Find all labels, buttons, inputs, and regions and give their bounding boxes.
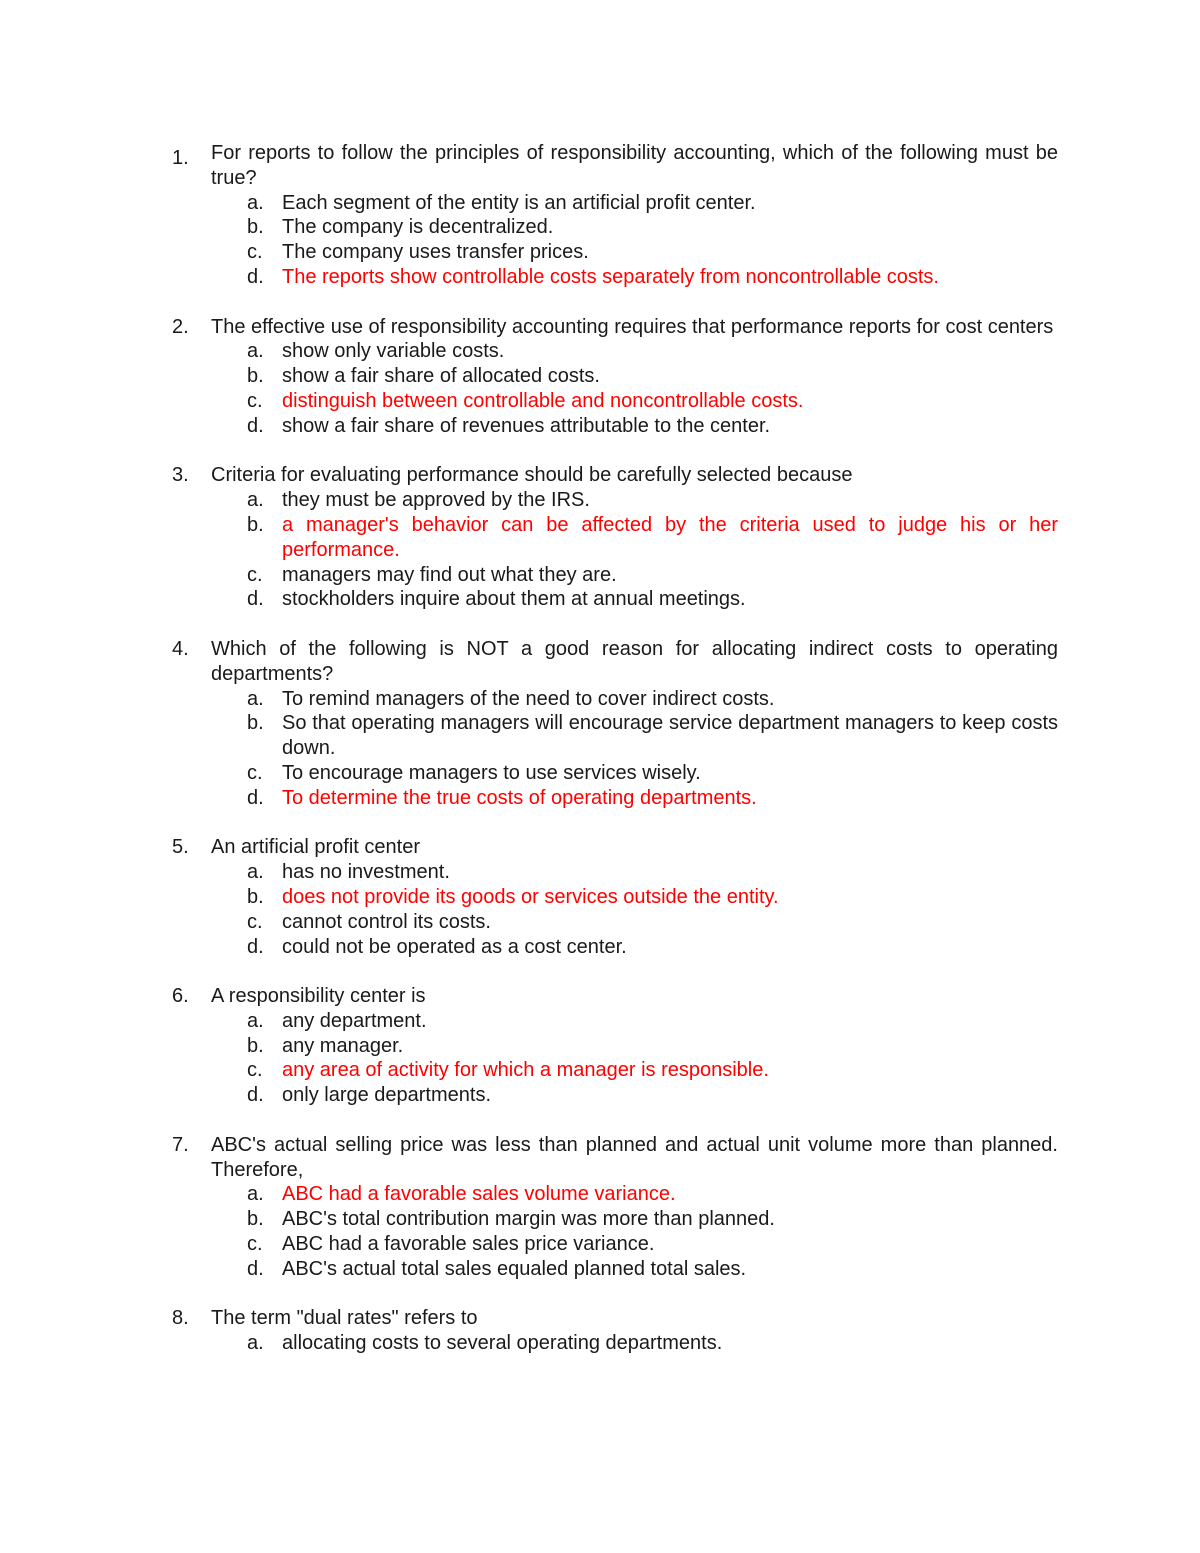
option-text: The company is decentralized. — [282, 216, 554, 239]
option-text: any manager. — [282, 1034, 404, 1057]
question-item — [172, 141, 1058, 290]
option-letter: d. — [247, 935, 264, 958]
option-letter: b. — [247, 216, 264, 239]
option-text: any department. — [282, 1009, 427, 1032]
answer-options — [211, 1182, 1058, 1281]
question-number: 6. — [172, 985, 189, 1008]
answer-option — [211, 191, 1058, 216]
question-item — [172, 1133, 1058, 1282]
option-text: has no investment. — [282, 861, 450, 884]
option-text: cannot control its costs. — [282, 910, 491, 933]
option-letter: a. — [247, 191, 264, 214]
question-number: 5. — [172, 836, 189, 859]
option-letter: a. — [247, 1009, 264, 1032]
option-text: show a fair share of revenues attributable to the center. — [282, 414, 771, 437]
option-letter: b. — [247, 885, 264, 908]
answer-option-correct — [211, 1058, 1058, 1083]
option-letter: a. — [247, 340, 264, 363]
question-number: 3. — [172, 464, 189, 487]
answer-option-correct — [211, 885, 1058, 910]
answer-option — [211, 711, 1058, 761]
answer-option — [211, 563, 1058, 588]
option-letter: c. — [247, 241, 263, 264]
option-letter: b. — [247, 1208, 264, 1231]
option-letter: a. — [247, 489, 264, 512]
correct-answer-text: distinguish between controllable and noncontrollable costs. — [282, 389, 804, 412]
answer-option — [211, 1083, 1058, 1108]
answer-option — [211, 339, 1058, 364]
answer-options — [211, 1331, 1058, 1356]
answer-options — [211, 687, 1058, 811]
answer-option-correct — [211, 1182, 1058, 1207]
option-text: allocating costs to several operating departments. — [282, 1332, 723, 1355]
correct-answer-text: To determine the true costs of operating departments. — [282, 786, 757, 809]
answer-option — [211, 1207, 1058, 1232]
option-text: managers may find out what they are. — [282, 563, 617, 586]
answer-option — [211, 860, 1058, 885]
correct-answer-text: ABC had a favorable sales volume variance. — [282, 1183, 676, 1206]
option-letter: a. — [247, 687, 264, 710]
answer-option — [211, 1232, 1058, 1257]
question-item — [172, 835, 1058, 959]
question-number: 1. — [172, 147, 189, 169]
option-text: Each segment of the entity is an artificial profit center. — [282, 191, 756, 214]
option-text: ABC had a favorable sales price variance. — [282, 1233, 655, 1256]
answer-option — [211, 761, 1058, 786]
option-letter: c. — [247, 1233, 263, 1256]
option-text: ABC's actual total sales equaled planned total sales. — [282, 1257, 747, 1280]
answer-option — [211, 910, 1058, 935]
question-text: Which of the following is NOT a good reason for allocating indirect costs to operating departments? — [211, 637, 1058, 685]
answer-option — [211, 488, 1058, 513]
correct-answer-text: any area of activity for which a manager is responsible. — [282, 1059, 769, 1082]
question-text: Criteria for evaluating performance should be carefully selected because — [211, 464, 853, 487]
question-text: For reports to follow the principles of responsibility accounting, which of the following must be true? — [211, 142, 1058, 189]
option-letter: b. — [247, 513, 264, 536]
question-item — [172, 1306, 1058, 1356]
question-list — [172, 141, 1058, 1381]
answer-options — [211, 191, 1058, 290]
option-text: show only variable costs. — [282, 340, 505, 363]
answer-options — [211, 1009, 1058, 1108]
option-letter: c. — [247, 910, 263, 933]
option-letter: d. — [247, 265, 264, 288]
option-letter: d. — [247, 414, 264, 437]
answer-options — [211, 860, 1058, 959]
answer-option — [211, 1009, 1058, 1034]
answer-option-correct — [211, 786, 1058, 811]
answer-option — [211, 1331, 1058, 1356]
answer-option — [211, 935, 1058, 960]
correct-answer-text: a manager's behavior can be affected by the criteria used to judge his or her performance. — [282, 513, 1058, 561]
option-text: stockholders inquire about them at annual meetings. — [282, 588, 746, 611]
option-letter: b. — [247, 365, 264, 388]
answer-options — [211, 488, 1058, 612]
option-letter: c. — [247, 1059, 263, 1082]
question-text: The effective use of responsibility accounting requires that performance reports for cost centers — [211, 315, 1054, 338]
answer-option — [211, 364, 1058, 389]
answer-option — [211, 587, 1058, 612]
question-text: ABC's actual selling price was less than planned and actual unit volume more than planned. Therefore, — [211, 1133, 1058, 1181]
option-letter: a. — [247, 1332, 264, 1355]
option-letter: a. — [247, 1183, 264, 1206]
answer-option — [211, 1257, 1058, 1282]
answer-option — [211, 240, 1058, 265]
option-text: only large departments. — [282, 1084, 492, 1107]
question-number: 2. — [172, 315, 189, 338]
option-text: ABC's total contribution margin was more than planned. — [282, 1208, 775, 1231]
question-text: An artificial profit center — [211, 836, 420, 859]
option-letter: d. — [247, 1257, 264, 1280]
question-item — [172, 315, 1058, 439]
question-number: 8. — [172, 1307, 189, 1330]
answer-option — [211, 215, 1058, 240]
correct-answer-text: The reports show controllable costs separately from noncontrollable costs. — [282, 265, 939, 288]
question-number: 4. — [172, 637, 189, 660]
answer-option — [211, 414, 1058, 439]
option-letter: a. — [247, 861, 264, 884]
answer-options — [211, 339, 1058, 438]
answer-option-correct — [211, 265, 1058, 290]
answer-option-correct — [211, 513, 1058, 563]
option-letter: d. — [247, 1084, 264, 1107]
option-letter: b. — [247, 1034, 264, 1057]
option-letter: c. — [247, 563, 263, 586]
question-text: The term "dual rates" refers to — [211, 1307, 478, 1330]
answer-option — [211, 687, 1058, 712]
option-letter: c. — [247, 761, 263, 784]
option-text: So that operating managers will encourage service department managers to keep costs down. — [282, 712, 1058, 760]
option-text: could not be operated as a cost center. — [282, 935, 627, 958]
answer-option — [211, 1034, 1058, 1059]
question-item — [172, 984, 1058, 1108]
answer-option-correct — [211, 389, 1058, 414]
option-letter: b. — [247, 712, 264, 735]
question-item — [172, 637, 1058, 811]
option-text: To encourage managers to use services wisely. — [282, 761, 701, 784]
option-letter: d. — [247, 588, 264, 611]
option-text: The company uses transfer prices. — [282, 241, 589, 264]
option-text: To remind managers of the need to cover indirect costs. — [282, 687, 775, 710]
question-item — [172, 463, 1058, 612]
option-text: they must be approved by the IRS. — [282, 489, 590, 512]
question-text: A responsibility center is — [211, 985, 426, 1008]
question-number: 7. — [172, 1133, 189, 1156]
option-letter: d. — [247, 786, 264, 809]
option-letter: c. — [247, 389, 263, 412]
option-text: show a fair share of allocated costs. — [282, 365, 600, 388]
correct-answer-text: does not provide its goods or services outside the entity. — [282, 885, 779, 908]
